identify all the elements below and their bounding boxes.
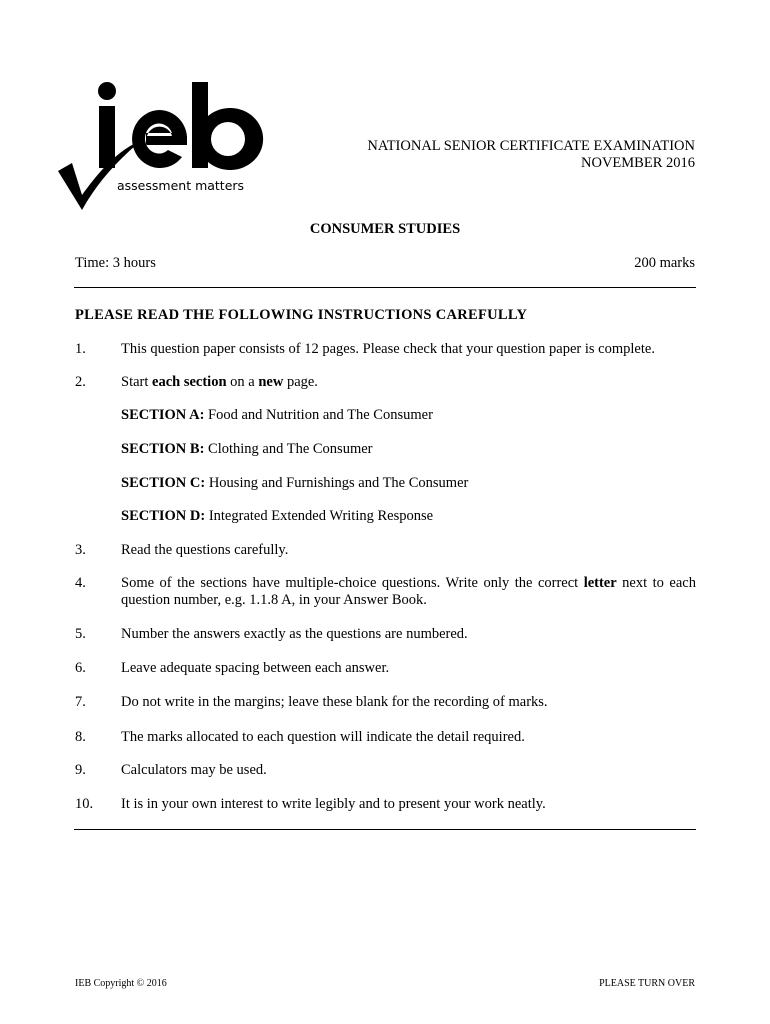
divider-bottom xyxy=(74,829,696,830)
logo-tagline: assessment matters xyxy=(117,178,245,193)
subject-title: CONSUMER STUDIES xyxy=(309,221,461,237)
instruction-item xyxy=(75,575,696,609)
instruction-item xyxy=(75,729,696,746)
instruction-number: 5. xyxy=(75,626,86,642)
instruction-text: Some of the sections have multiple-choice questions. Write only the correct letter next to each question number, e.g. 1.1.8 A, in your Answer Book. xyxy=(121,575,696,608)
instruction-text: Start each section on a new page. xyxy=(121,374,318,390)
instruction-item xyxy=(75,374,696,391)
divider-top xyxy=(74,287,696,288)
ieb-logo xyxy=(58,78,273,213)
instruction-number: 10. xyxy=(75,796,94,812)
instruction-text: Number the answers exactly as the questions are numbered. xyxy=(121,626,468,642)
exam-title: NATIONAL SENIOR CERTIFICATE EXAMINATION xyxy=(367,138,695,154)
instruction-number: 8. xyxy=(75,729,86,745)
instruction-item xyxy=(75,341,696,358)
total-marks: 200 marks xyxy=(634,255,695,271)
instruction-number: 3. xyxy=(75,542,86,558)
instruction-number: 7. xyxy=(75,694,86,710)
instruction-number: 2. xyxy=(75,374,86,390)
exam-time: Time: 3 hours xyxy=(75,255,156,271)
section-c-line: SECTION C: Housing and Furnishings and The Consumer xyxy=(121,475,469,491)
instruction-text: Leave adequate spacing between each answer. xyxy=(121,660,390,676)
instruction-item xyxy=(75,762,696,779)
instruction-number: 6. xyxy=(75,660,86,676)
instructions-heading: PLEASE READ THE FOLLOWING INSTRUCTIONS CAREFULLY xyxy=(75,307,528,323)
exam-date: NOVEMBER 2016 xyxy=(581,155,695,171)
instruction-item xyxy=(75,660,696,677)
instruction-number: 1. xyxy=(75,341,86,357)
instruction-text: This question paper consists of 12 pages. Please check that your question paper is complete. xyxy=(121,341,655,357)
instruction-number: 4. xyxy=(75,575,86,591)
footer-copyright: IEB Copyright © 2016 xyxy=(75,978,167,989)
instruction-item xyxy=(75,542,696,559)
section-b-line: SECTION B: Clothing and The Consumer xyxy=(121,441,373,457)
instruction-text: Read the questions carefully. xyxy=(121,542,289,558)
instruction-item xyxy=(75,796,696,813)
instruction-text: The marks allocated to each question will indicate the detail required. xyxy=(121,729,525,745)
instruction-item xyxy=(75,626,696,643)
footer-turn-over: PLEASE TURN OVER xyxy=(599,978,695,989)
instruction-text: It is in your own interest to write legibly and to present your work neatly. xyxy=(121,796,546,812)
section-a-line: SECTION A: Food and Nutrition and The Consumer xyxy=(121,407,433,423)
instruction-number: 9. xyxy=(75,762,86,778)
section-d-line: SECTION D: Integrated Extended Writing Response xyxy=(121,508,434,524)
instruction-text: Do not write in the margins; leave these blank for the recording of marks. xyxy=(121,694,548,710)
instruction-item xyxy=(75,694,696,711)
instruction-text: Calculators may be used. xyxy=(121,762,267,778)
